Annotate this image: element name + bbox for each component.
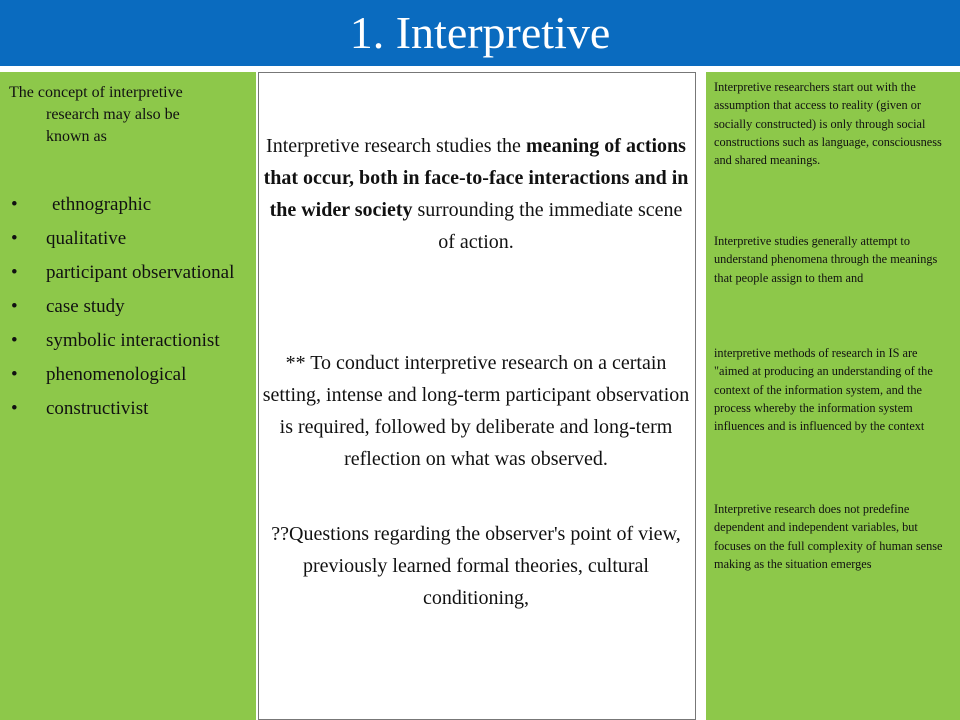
- slide-title: 1. Interpretive: [349, 7, 611, 58]
- list-item: [9, 227, 249, 251]
- left-intro: [9, 82, 254, 148]
- list-item: [9, 261, 249, 285]
- definition-emphasis: meaning of actions that occur, both in face-to-face interactions and in the wider society: [263, 135, 689, 221]
- list-item: [9, 397, 249, 421]
- right-paragraph-methods: interpretive methods of research in IS are "aimed at producing an understanding of the context of the information system, and the process whereby the information system influences and is influenced by the context: [714, 346, 933, 434]
- definition-text-end: surrounding the immediate scene of action.: [412, 199, 683, 253]
- list-item-text: ethnographic: [52, 194, 152, 215]
- list-item: [9, 329, 249, 353]
- right-paragraph-assumption: Interpretive researchers start out with the assumption that access to reality (given or socially constructed) is only through social constructions such as language, consciousness and shared meanings.: [714, 80, 942, 168]
- right-paragraph-variables: Interpretive research does not predefine dependent and independent variables, but focuses on the full complexity of human sense making as the situation emerges: [714, 502, 943, 571]
- list-item: [9, 363, 249, 387]
- list-item-text: case study: [46, 296, 125, 317]
- left-intro-line: research may also be: [46, 106, 180, 123]
- right-paragraph-meanings: Interpretive studies generally attempt to understand phenomena through the meanings that people assign to them and: [714, 234, 938, 285]
- list-item-text: symbolic interactionist: [46, 330, 220, 351]
- method-paragraph: ** To conduct interpretive research on a certain setting, intense and long-term participant observation is required, followed by deliberate and long-term reflection on what was observed.: [262, 352, 690, 470]
- research-types-list: [9, 193, 249, 431]
- list-item: [9, 295, 249, 319]
- list-item-text: phenomenological: [46, 364, 187, 385]
- list-item-text: participant observational: [46, 262, 235, 283]
- list-item: [9, 193, 249, 217]
- definition-paragraph: [262, 130, 690, 258]
- list-item-text: qualitative: [46, 228, 127, 249]
- left-intro-line: known as: [46, 128, 107, 145]
- questions-paragraph: ??Questions regarding the observer's point of view, previously learned formal theories, cultural conditioning,: [271, 523, 681, 609]
- list-item-text: constructivist: [46, 398, 149, 419]
- definition-text-start: Interpretive research studies the: [266, 135, 526, 157]
- left-intro-line: The concept of interpretive: [9, 84, 183, 101]
